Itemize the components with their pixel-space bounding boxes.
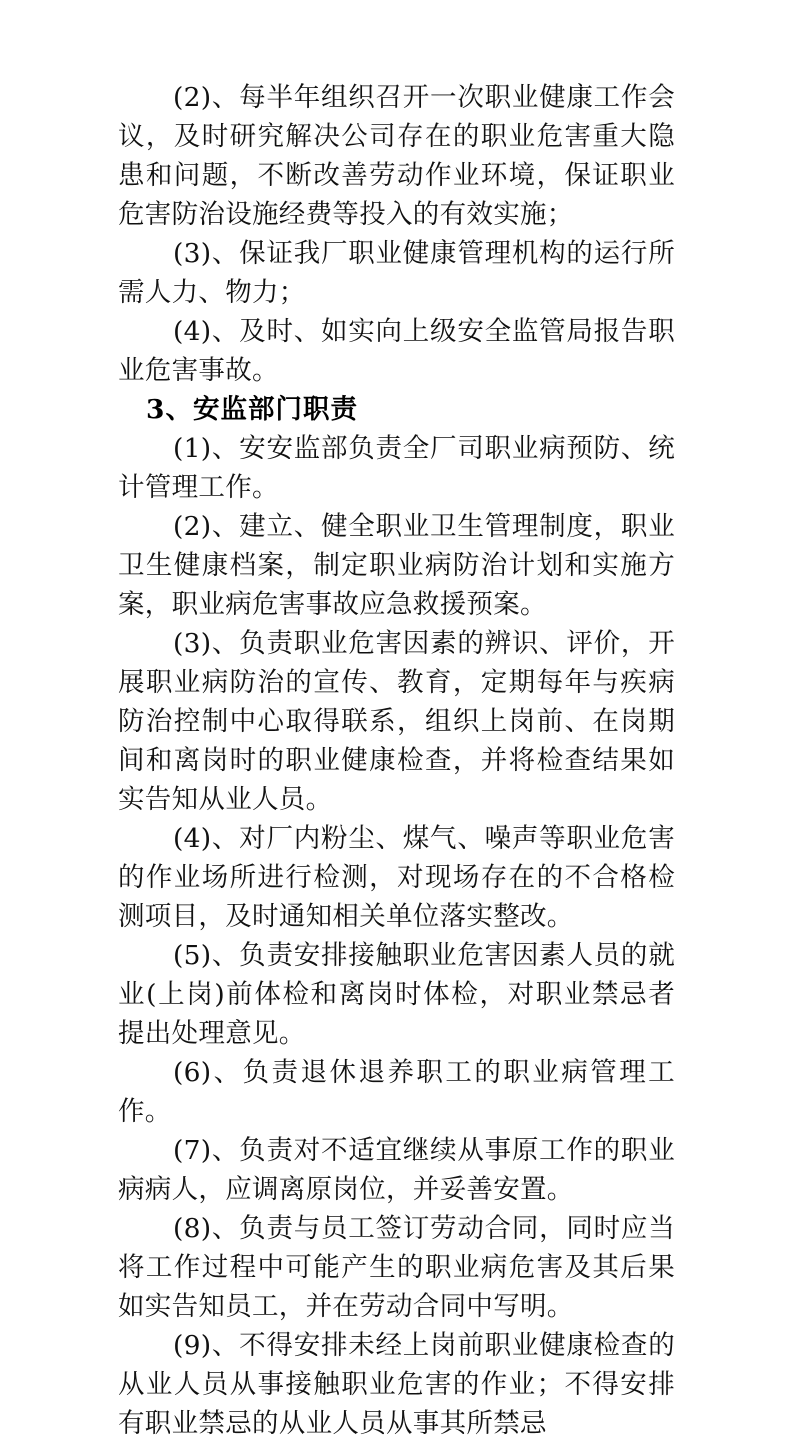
document-text-body (118, 78, 675, 1443)
paragraph-sub-item-2: (2)、建立、健全职业卫生管理制度，职业卫生健康档案，制定职业病防治计划和实施方案，职业病危害事故应急救援预案。 (118, 511, 675, 620)
paragraph-sub-item-5: (5)、负责安排接触职业危害因素人员的就业(上岗)前体检和离岗时体检，对职业禁忌者提出处理意见。 (118, 940, 675, 1049)
paragraph-item-4: (4)、及时、如实向上级安全监管局报告职业危害事故。 (118, 316, 675, 386)
paragraph-sub-item-4: (4)、对厂内粉尘、煤气、噪声等职业危害的作业场所进行检测，对现场存在的不合格检测项目，及时通知相关单位落实整改。 (118, 823, 675, 932)
heading-section-3: 3、安监部门职责 (146, 394, 358, 425)
paragraph-sub-item-7: (7)、负责对不适宜继续从事原工作的职业病病人，应调离原岗位，并妥善安置。 (118, 1135, 675, 1205)
paragraph-item-3: (3)、保证我厂职业健康管理机构的运行所需人力、物力； (118, 238, 675, 308)
paragraph-sub-item-8: (8)、负责与员工签订劳动合同，同时应当将工作过程中可能产生的职业病危害及其后果如实告知员工，并在劳动合同中写明。 (118, 1213, 675, 1322)
paragraph-sub-item-9: (9)、不得安排未经上岗前职业健康检查的从业人员从事接触职业危害的作业；不得安排有职业禁忌的从业人员从事其所禁忌 (118, 1330, 675, 1439)
paragraph-sub-item-6: (6)、负责退休退养职工的职业病管理工作。 (118, 1057, 675, 1127)
paragraph-item-2: (2)、每半年组织召开一次职业健康工作会议，及时研究解决公司存在的职业危害重大隐患和问题，不断改善劳动作业环境，保证职业危害防治设施经费等投入的有效实施； (118, 82, 675, 230)
paragraph-sub-item-1: (1)、安安监部负责全厂司职业病预防、统计管理工作。 (118, 433, 675, 503)
paragraph-sub-item-3: (3)、负责职业危害因素的辨识、评价，开展职业病防治的宣传、教育，定期每年与疾病防治控制中心取得联系，组织上岗前、在岗期间和离岗时的职业健康检查，并将检查结果如实告知从业人员。 (118, 628, 675, 815)
